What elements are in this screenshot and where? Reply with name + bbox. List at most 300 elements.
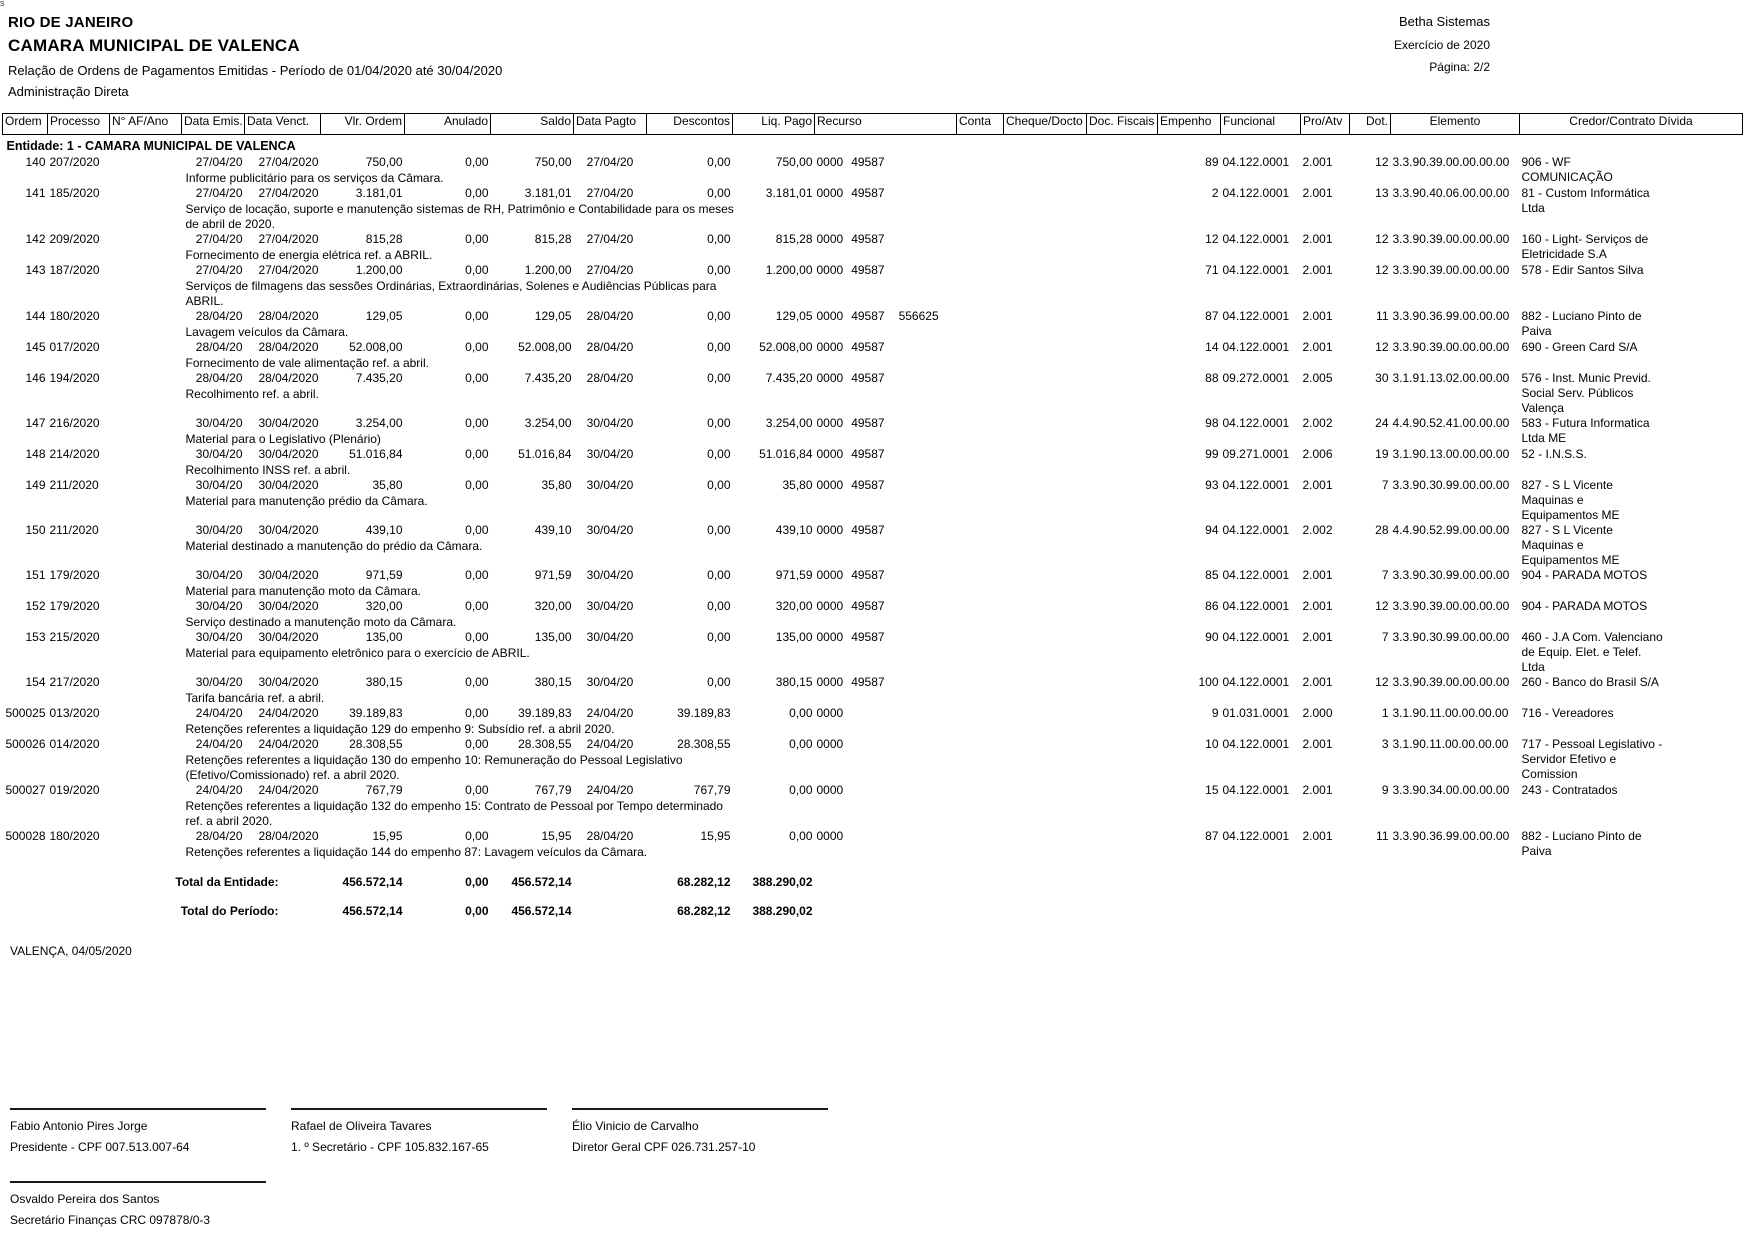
cell-saldo: 815,28 [534, 232, 572, 246]
cell-data-emis: 28/04/20 [195, 309, 243, 323]
cell-description [182, 171, 1520, 186]
cell-ordem: 153 [25, 630, 46, 644]
cell-recurso: 0000 [816, 523, 844, 537]
credor-text: 827 - S L Vicente Maquinas e Equipamentos ME [1521, 478, 1620, 522]
cell-descontos: 767,79 [693, 783, 731, 797]
cell-data-venct: 24/04/2020 [258, 706, 319, 720]
cell-data-pagto: 30/04/20 [586, 416, 634, 430]
cell-funcional: 04.122.0001 [1222, 523, 1290, 537]
cell-processo: 179/2020 [49, 599, 100, 613]
cell-processo: 217/2020 [49, 675, 100, 689]
signature-block-president [10, 1108, 266, 1154]
cell-data-emis: 30/04/20 [195, 416, 243, 430]
cell-vlr-ordem: 3.254,00 [355, 416, 403, 430]
col-vlr-ordem: Vlr. Ordem [321, 114, 405, 135]
period-total-saldo: 456.572,14 [511, 904, 572, 918]
cell-pro-atv: 2.006 [1302, 447, 1333, 461]
cell-af-ano [110, 447, 182, 463]
cell-elemento: 3.3.90.39.00.00.00.00 [1392, 263, 1510, 277]
cell-anulado: 0,00 [465, 523, 489, 537]
cell-recurso: 0000 [816, 706, 844, 720]
period-total-liq: 388.290,02 [752, 904, 813, 918]
cell-pro-atv: 2.001 [1302, 783, 1333, 797]
cell-empenho: 12 [1205, 232, 1219, 246]
cell-funcional: 04.122.0001 [1222, 675, 1290, 689]
cell-funcional: 04.122.0001 [1222, 155, 1290, 169]
cell-data-pagto: 30/04/20 [586, 630, 634, 644]
cell-processo: 185/2020 [49, 186, 100, 200]
cell-pro-atv: 2.001 [1302, 232, 1333, 246]
cell-recurso-conta-cheque [815, 706, 1158, 722]
cell-af-ano [110, 599, 182, 615]
cell-dot: 12 [1375, 263, 1389, 277]
description-text: Recolhimento INSS ref. a abril. [185, 463, 351, 477]
table-row [3, 675, 1743, 691]
cell-recurso-conta-cheque [815, 523, 1158, 539]
cell-recurso: 0000 [816, 783, 844, 797]
cell-description [182, 845, 1520, 860]
table-row [3, 416, 1743, 432]
cell-af-ano [110, 829, 182, 845]
cell-recurso: 0000 [816, 829, 844, 843]
cell-elemento: 3.3.90.30.99.00.00.00 [1392, 630, 1510, 644]
cell-data-pagto: 28/04/20 [586, 340, 634, 354]
cell-dot: 11 [1376, 309, 1389, 323]
cell-ordem: 144 [25, 309, 46, 323]
cell-saldo: 750,00 [534, 155, 572, 169]
cell-descontos: 0,00 [707, 186, 731, 200]
cell-cheque-docto: 556625 [898, 309, 939, 323]
cell-af-ano [110, 523, 182, 539]
entity-total-vlr: 456.572,14 [342, 875, 403, 889]
cell-anulado: 0,00 [465, 568, 489, 582]
cell-data-venct: 27/04/2020 [258, 155, 319, 169]
cell-pro-atv: 2.002 [1302, 523, 1333, 537]
cell-conta: 49587 [851, 568, 885, 582]
entity-total-saldo: 456.572,14 [511, 875, 572, 889]
cell-credor [1520, 309, 1743, 340]
cell-recurso-conta-cheque [815, 829, 1158, 845]
cell-saldo: 28.308,55 [518, 737, 572, 751]
cell-pro-atv: 2.001 [1302, 263, 1333, 277]
col-credor: Credor/Contrato Dívida [1520, 114, 1743, 135]
cell-dot: 13 [1375, 186, 1389, 200]
cell-anulado: 0,00 [465, 737, 489, 751]
cell-anulado: 0,00 [465, 309, 489, 323]
cell-descontos: 0,00 [707, 263, 731, 277]
table-row [3, 829, 1743, 845]
cell-dot: 11 [1376, 829, 1389, 843]
table-row-description [3, 799, 1743, 829]
cell-empenho: 90 [1205, 630, 1219, 644]
cell-saldo: 15,95 [541, 829, 572, 843]
period-total-descontos: 68.282,12 [677, 904, 731, 918]
cell-liq-pago: 0,00 [789, 783, 813, 797]
cell-liq-pago: 0,00 [789, 706, 813, 720]
cell-data-emis: 27/04/20 [195, 232, 243, 246]
cell-credor [1520, 371, 1743, 416]
credor-text: 583 - Futura Informatica Ltda ME [1521, 416, 1650, 445]
cell-data-emis: 27/04/20 [195, 186, 243, 200]
cell-descontos: 39.189,83 [677, 706, 731, 720]
signature-block-finance [10, 1181, 266, 1227]
cell-vlr-ordem: 7.435,20 [355, 371, 403, 385]
cell-saldo: 439,10 [534, 523, 572, 537]
cell-descontos: 0,00 [707, 447, 731, 461]
cell-descontos: 0,00 [707, 309, 731, 323]
cell-credor [1520, 263, 1743, 309]
cell-dot: 30 [1375, 371, 1389, 385]
table-row [3, 737, 1743, 753]
cell-data-emis: 30/04/20 [195, 599, 243, 613]
cell-vlr-ordem: 815,28 [365, 232, 403, 246]
exercise-label: Exercício de 2020 [1393, 38, 1490, 52]
cell-credor [1520, 478, 1743, 523]
cell-af-ano [110, 706, 182, 722]
cell-conta: 49587 [851, 232, 885, 246]
cell-credor [1520, 340, 1743, 371]
cell-conta: 49587 [851, 155, 885, 169]
cell-ordem: 151 [25, 568, 46, 582]
cell-recurso: 0000 [816, 340, 844, 354]
signature-name: Élio Vinicio de Carvalho [572, 1119, 699, 1133]
cell-elemento: 3.3.90.39.00.00.00.00 [1392, 599, 1510, 613]
cell-saldo: 320,00 [534, 599, 572, 613]
cell-description [182, 202, 1520, 232]
cell-funcional: 04.122.0001 [1222, 340, 1290, 354]
cell-description [182, 646, 1520, 675]
cell-data-pagto: 27/04/20 [586, 232, 634, 246]
description-text: Material para manutenção prédio da Câmara. [185, 494, 428, 508]
cell-empenho: 98 [1205, 416, 1219, 430]
cell-liq-pago: 0,00 [789, 829, 813, 843]
cell-data-emis: 30/04/20 [195, 447, 243, 461]
cell-saldo: 3.181,01 [524, 186, 572, 200]
cell-data-venct: 28/04/2020 [258, 340, 319, 354]
signature-title: Diretor Geral CPF 026.731.257-10 [572, 1140, 756, 1154]
cell-saldo: 971,59 [534, 568, 572, 582]
cell-saldo: 1.200,00 [524, 263, 572, 277]
cell-data-emis: 30/04/20 [195, 568, 243, 582]
cell-data-emis: 30/04/20 [195, 523, 243, 537]
cell-liq-pago: 439,10 [775, 523, 813, 537]
cell-empenho: 2 [1211, 186, 1219, 200]
col-data-venct: Data Venct. [245, 114, 321, 135]
cell-funcional: 09.272.0001 [1222, 371, 1290, 385]
cell-data-pagto: 30/04/20 [586, 478, 634, 492]
signature-name: Osvaldo Pereira dos Santos [10, 1192, 160, 1206]
cell-af-ano [110, 340, 182, 356]
cell-description [182, 691, 1520, 706]
col-saldo: Saldo [491, 114, 574, 135]
col-processo: Processo [48, 114, 110, 135]
cell-data-emis: 24/04/20 [195, 783, 243, 797]
description-text: Serviços de filmagens das sessões Ordinárias, Extraordinárias, Solenes e Audiências Públicas para ABRIL. [185, 279, 717, 308]
scan-artifact: s [0, 0, 5, 8]
cell-recurso-conta-cheque [815, 478, 1158, 494]
cell-data-venct: 30/04/2020 [258, 568, 319, 582]
cell-saldo: 135,00 [534, 630, 572, 644]
payment-orders-table [2, 113, 1743, 918]
cell-data-emis: 27/04/20 [195, 155, 243, 169]
cell-processo: 014/2020 [49, 737, 100, 751]
cell-recurso: 0000 [816, 309, 844, 323]
cell-elemento: 3.3.90.30.99.00.00.00 [1392, 478, 1510, 492]
cell-credor [1520, 706, 1743, 737]
cell-elemento: 3.3.90.39.00.00.00.00 [1392, 340, 1510, 354]
cell-funcional: 04.122.0001 [1222, 478, 1290, 492]
cell-data-emis: 30/04/20 [195, 675, 243, 689]
cell-saldo: 39.189,83 [518, 706, 572, 720]
cell-elemento: 3.1.91.13.02.00.00.00 [1392, 371, 1510, 385]
cell-ordem: 150 [25, 523, 46, 537]
entity-total-label: Total da Entidade: [175, 875, 279, 889]
cell-descontos: 0,00 [707, 371, 731, 385]
cell-liq-pago: 971,59 [775, 568, 813, 582]
cell-conta: 49587 [851, 630, 885, 644]
table-row-description [3, 845, 1743, 860]
cell-conta: 49587 [851, 675, 885, 689]
cell-data-pagto: 28/04/20 [586, 371, 634, 385]
cell-empenho: 100 [1198, 675, 1219, 689]
col-liq-pago: Liq. Pago [733, 114, 815, 135]
cell-conta: 49587 [851, 186, 885, 200]
cell-processo: 017/2020 [49, 340, 100, 354]
cell-elemento: 3.3.90.39.00.00.00.00 [1392, 155, 1510, 169]
cell-dot: 24 [1375, 416, 1389, 430]
cell-recurso-conta-cheque [815, 371, 1158, 387]
cell-saldo: 3.254,00 [524, 416, 572, 430]
description-text: Tarifa bancária ref. a abril. [185, 691, 325, 705]
cell-af-ano [110, 232, 182, 248]
cell-credor [1520, 186, 1743, 232]
cell-vlr-ordem: 971,59 [365, 568, 403, 582]
cell-anulado: 0,00 [465, 829, 489, 843]
cell-pro-atv: 2.001 [1302, 568, 1333, 582]
cell-elemento: 3.1.90.11.00.00.00.00 [1392, 706, 1509, 720]
cell-recurso-conta-cheque [815, 186, 1158, 202]
table-row [3, 371, 1743, 387]
cell-data-emis: 30/04/20 [195, 630, 243, 644]
cell-data-venct: 27/04/2020 [258, 186, 319, 200]
cell-data-venct: 30/04/2020 [258, 675, 319, 689]
cell-anulado: 0,00 [465, 232, 489, 246]
cell-liq-pago: 3.254,00 [765, 416, 813, 430]
cell-anulado: 0,00 [465, 263, 489, 277]
cell-pro-atv: 2.001 [1302, 599, 1333, 613]
cell-description [182, 753, 1520, 783]
table-row [3, 447, 1743, 463]
cell-description [182, 494, 1520, 523]
description-text: Serviço destinado a manutenção moto da Câmara. [185, 615, 457, 629]
cell-pro-atv: 2.001 [1302, 829, 1333, 843]
cell-credor [1520, 829, 1743, 860]
cell-anulado: 0,00 [465, 447, 489, 461]
credor-text: 882 - Luciano Pinto de Paiva [1521, 309, 1642, 338]
signature-name: Rafael de Oliveira Tavares [291, 1119, 432, 1133]
cell-funcional: 04.122.0001 [1222, 232, 1290, 246]
cell-ordem: 141 [25, 186, 46, 200]
table-row [3, 155, 1743, 171]
credor-text: 827 - S L Vicente Maquinas e Equipamentos ME [1521, 523, 1620, 567]
cell-pro-atv: 2.001 [1302, 630, 1333, 644]
cell-conta: 49587 [851, 599, 885, 613]
cell-elemento: 3.3.90.36.99.00.00.00 [1392, 309, 1510, 323]
cell-dot: 12 [1375, 340, 1389, 354]
cell-recurso-conta-cheque [815, 309, 1158, 325]
cell-recurso-conta-cheque [815, 675, 1158, 691]
cell-recurso: 0000 [816, 675, 844, 689]
cell-anulado: 0,00 [465, 186, 489, 200]
cell-data-emis: 30/04/20 [195, 478, 243, 492]
cell-description [182, 279, 1520, 309]
cell-vlr-ordem: 135,00 [365, 630, 403, 644]
cell-conta: 49587 [851, 309, 885, 323]
cell-recurso: 0000 [816, 232, 844, 246]
cell-data-venct: 28/04/2020 [258, 371, 319, 385]
description-text: Retenções referentes a liquidação 129 do empenho 9: Subsídio ref. a abril 2020. [185, 722, 615, 736]
cell-vlr-ordem: 1.200,00 [355, 263, 403, 277]
entity-header-label: Entidade: 1 - CAMARA MUNICIPAL DE VALENCA [6, 139, 296, 153]
cell-dot: 19 [1375, 447, 1389, 461]
cell-pro-atv: 2.001 [1302, 309, 1333, 323]
cell-recurso-conta-cheque [815, 232, 1158, 248]
cell-data-pagto: 30/04/20 [586, 447, 634, 461]
cell-description [182, 325, 1520, 340]
cell-processo: 216/2020 [49, 416, 100, 430]
cell-description [182, 722, 1520, 737]
cell-dot: 12 [1375, 675, 1389, 689]
cell-dot: 28 [1375, 523, 1389, 537]
cell-conta: 49587 [851, 263, 885, 277]
cell-data-venct: 30/04/2020 [258, 416, 319, 430]
cell-processo: 180/2020 [49, 309, 100, 323]
table-row-description [3, 615, 1743, 630]
cell-funcional: 04.122.0001 [1222, 737, 1290, 751]
col-elemento: Elemento [1391, 114, 1520, 135]
cell-data-venct: 24/04/2020 [258, 737, 319, 751]
cell-processo: 194/2020 [49, 371, 100, 385]
cell-descontos: 0,00 [707, 478, 731, 492]
cell-data-venct: 28/04/2020 [258, 829, 319, 843]
cell-credor [1520, 232, 1743, 263]
cell-credor [1520, 675, 1743, 706]
cell-data-pagto: 24/04/20 [586, 706, 634, 720]
table-row-description [3, 691, 1743, 706]
table-row-description [3, 753, 1743, 783]
cell-elemento: 3.3.90.39.00.00.00.00 [1392, 675, 1510, 689]
cell-liq-pago: 320,00 [775, 599, 813, 613]
credor-text: 52 - I.N.S.S. [1521, 447, 1587, 461]
cell-vlr-ordem: 3.181,01 [355, 186, 403, 200]
table-row-description [3, 248, 1743, 263]
cell-funcional: 04.122.0001 [1222, 186, 1290, 200]
cell-data-pagto: 28/04/20 [586, 309, 634, 323]
cell-recurso-conta-cheque [815, 447, 1158, 463]
cell-dot: 3 [1381, 737, 1389, 751]
table-row [3, 783, 1743, 799]
cell-descontos: 0,00 [707, 416, 731, 430]
description-text: Fornecimento de energia elétrica ref. a ABRIL. [185, 248, 433, 262]
cell-data-venct: 28/04/2020 [258, 309, 319, 323]
cell-pro-atv: 2.000 [1302, 706, 1333, 720]
entity-total-anulado: 0,00 [465, 875, 489, 889]
cell-data-emis: 28/04/20 [195, 340, 243, 354]
cell-descontos: 0,00 [707, 523, 731, 537]
table-row [3, 186, 1743, 202]
credor-text: 717 - Pessoal Legislativo - Servidor Efetivo e Comission [1521, 737, 1663, 781]
description-text: Recolhimento ref. a abril. [185, 387, 319, 401]
cell-data-venct: 30/04/2020 [258, 447, 319, 461]
table-row-description [3, 722, 1743, 737]
cell-processo: 179/2020 [49, 568, 100, 582]
cell-af-ano [110, 783, 182, 799]
table-row-description [3, 646, 1743, 675]
cell-anulado: 0,00 [465, 599, 489, 613]
table-header [3, 114, 1743, 135]
credor-text: 716 - Vereadores [1521, 706, 1614, 720]
signature-title: Secretário Finanças CRC 097878/0-3 [10, 1213, 211, 1227]
cell-vlr-ordem: 51.016,84 [349, 447, 403, 461]
cell-data-venct: 27/04/2020 [258, 263, 319, 277]
cell-dot: 12 [1375, 155, 1389, 169]
table-rows [3, 155, 1743, 860]
cell-data-venct: 30/04/2020 [258, 599, 319, 613]
cell-vlr-ordem: 52.008,00 [349, 340, 403, 354]
period-total-label: Total do Período: [180, 904, 279, 918]
cell-recurso: 0000 [816, 263, 844, 277]
table-row [3, 478, 1743, 494]
credor-text: 578 - Edir Santos Silva [1521, 263, 1644, 277]
cell-af-ano [110, 263, 182, 279]
cell-funcional: 04.122.0001 [1222, 263, 1290, 277]
cell-data-venct: 30/04/2020 [258, 523, 319, 537]
cell-ordem: 500025 [5, 706, 46, 720]
cell-elemento: 3.3.90.39.00.00.00.00 [1392, 232, 1510, 246]
table-row-description [3, 202, 1743, 232]
cell-vlr-ordem: 750,00 [365, 155, 403, 169]
cell-dot: 7 [1381, 568, 1389, 582]
table-row-description [3, 432, 1743, 447]
entity-header-row [3, 135, 1743, 156]
cell-data-pagto: 27/04/20 [586, 263, 634, 277]
cell-dot: 7 [1381, 478, 1389, 492]
cell-empenho: 89 [1205, 155, 1219, 169]
cell-ordem: 145 [25, 340, 46, 354]
credor-text: 906 - WF COMUNICAÇÃO [1521, 155, 1613, 184]
cell-saldo: 51.016,84 [518, 447, 572, 461]
cell-saldo: 767,79 [534, 783, 572, 797]
cell-liq-pago: 129,05 [775, 309, 813, 323]
cell-data-emis: 27/04/20 [195, 263, 243, 277]
cell-anulado: 0,00 [465, 706, 489, 720]
cell-af-ano [110, 737, 182, 753]
cell-empenho: 94 [1205, 523, 1219, 537]
credor-text: 690 - Green Card S/A [1521, 340, 1638, 354]
cell-recurso: 0000 [816, 599, 844, 613]
cell-ordem: 500027 [5, 783, 46, 797]
table-row-description [3, 387, 1743, 416]
signature-title: Presidente - CPF 007.513.007-64 [10, 1140, 190, 1154]
page-number: Página: 2/2 [1429, 60, 1490, 74]
cell-description [182, 463, 1520, 478]
cell-processo: 013/2020 [49, 706, 100, 720]
cell-liq-pago: 52.008,00 [759, 340, 813, 354]
cell-empenho: 9 [1211, 706, 1219, 720]
cell-ordem: 143 [25, 263, 46, 277]
cell-funcional: 01.031.0001 [1222, 706, 1290, 720]
col-ordem: Ordem [3, 114, 48, 135]
